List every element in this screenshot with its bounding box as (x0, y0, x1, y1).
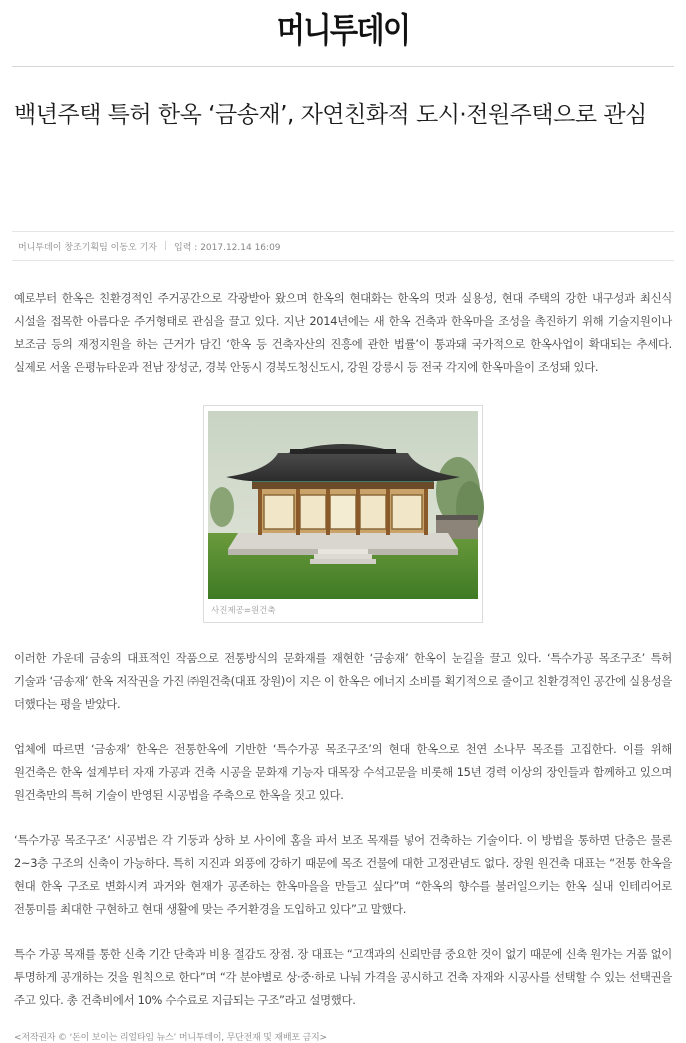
paragraph-3: 업체에 따르면 ‘금송재’ 한옥은 전통한옥에 기반한 ‘특수가공 목조구조’의 현대 한옥으로 천연 소나무 목조를 고집한다. 이를 위해 원건축은 한옥 설계부터 자재 가공과 건축 시공을 문화재 기능자 대목장 수석고문을 비롯해 15년 경력 이상의 장인들과 함께하고 있으며 원건축만의 특허 기술이 반영된 시공법을 주축으로 한옥을 짓고 있다. (14, 742, 672, 802)
publish-date: 입력 : 2017.12.14 16:09 (174, 242, 281, 253)
article-figure (203, 405, 483, 623)
logo-area[interactable] (0, 0, 686, 54)
paragraph-5: 특수 가공 목재를 통한 신축 기간 단축과 비용 절감도 장점. 장 대표는 “고객과의 신뢰만큼 중요한 것이 없기 때문에 신축 원가는 거품 없이 투명하게 공개하는 것을 원칙으로 한다”며 “각 분야별로 상·중·하로 나눠 가격을 공시하고 건축 자재와 시공사를 선택할 수 있는 선택권을 주고 있다. 총 건축비에서 10% 수수료로 지급되는 구조”라고 설명했다. (14, 947, 672, 1007)
byline (12, 231, 674, 261)
author: 머니투데이 창조기획팀 이동오 기자 (18, 242, 157, 253)
masthead (0, 0, 686, 67)
paragraph-2: 이러한 가운데 금송의 대표적인 작품으로 전통방식의 문화재를 재현한 ‘금송재’ 한옥이 눈길을 끌고 있다. ‘특수가공 목조구조’ 특허 기술과 ‘금송재’ 한옥 저작권을 가진 ㈜원건축(대표 장원)이 지은 이 한옥은 에너지 소비를 획기적으로 줄이고 친환경적인 공간에 실용성을 더했다는 평을 받았다. (14, 651, 672, 711)
byline-separator: | (164, 241, 168, 251)
article-headline: 백년주택 특허 한옥 ‘금송재’, 자연친화적 도시·전원주택으로 관심 (14, 102, 647, 128)
copyright-notice: <저작권자 © ‘돈이 보이는 리얼타임 뉴스’ 머니투데이, 무단전재 및 재배포 금지> (14, 1033, 327, 1043)
site-logo[interactable]: 머니투데이 (276, 10, 410, 51)
paragraph-4: ‘특수가공 목조구조’ 시공법은 각 기둥과 상하 보 사이에 홈을 파서 보조 목재를 넣어 건축하는 기술이다. 이 방법을 통하면 단층은 물론 2~3층 구조의 신축이 가능하다. 특히 지진과 외풍에 강하기 때문에 목조 건물에 대한 고정관념도 없다. 장원 원건축 대표는 “전통 한옥을 현대 한옥 구조로 변화시켜 과거와 현재가 공존하는 한옥마을을 만들고 싶다”며 “한옥의 향수를 불러일으키는 한옥 실내 인테리어로 전통미를 최대한 구현하고 현대 생활에 맞는 주거환경을 도입하고 있다”고 말했다. (14, 833, 672, 916)
photo-caption: 사진제공=원건축 (211, 606, 276, 616)
hanok-photo (208, 411, 478, 599)
article (0, 67, 686, 1043)
paragraph-1: 예로부터 한옥은 친환경적인 주거공간으로 각광받아 왔으며 한옥의 현대화는 한옥의 멋과 실용성, 현대 주택의 강한 내구성과 최신식 시설을 접목한 아름다운 주거형태로 관심을 끌고 있다. 지난 2014년에는 새 한옥 건축과 한옥마을 조성을 촉진하기 위해 기술지원이나 보조금 등의 재정지원을 하는 근거가 담긴 ‘한옥 등 건축자산의 진흥에 관한 법률’이 통과돼 국가적으로 한옥사업이 확대되는 추세다. 실제로 서울 은평뉴타운과 전남 장성군, 경북 안동시 경북도청신도시, 강원 강릉시 등 전국 각지에 한옥마을이 조성돼 있다. (14, 291, 672, 374)
